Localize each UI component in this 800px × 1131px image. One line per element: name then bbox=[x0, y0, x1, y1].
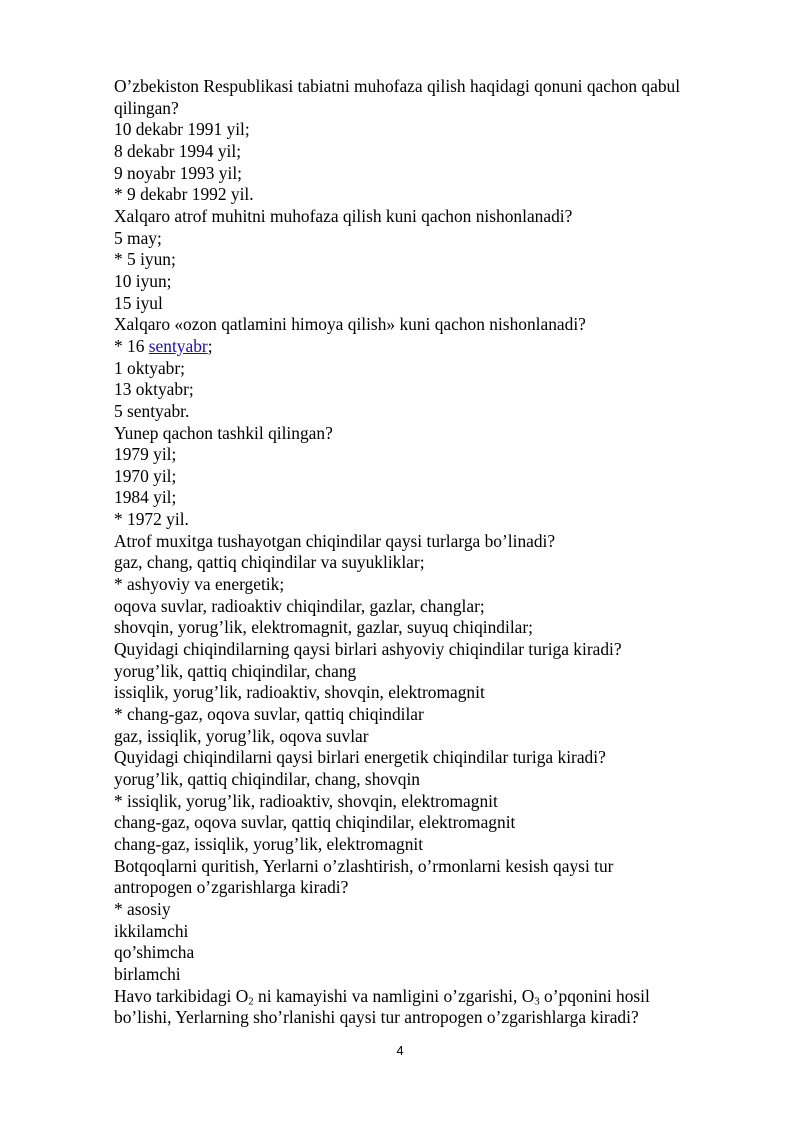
text-line: antropogen o’zgarishlarga kiradi? bbox=[114, 877, 349, 898]
text-line: Xalqaro «ozon qatlamini himoya qilish» kuni qachon nishonlanadi? bbox=[114, 314, 586, 335]
question-text: o’pqonini hosil bbox=[539, 985, 650, 1006]
text-line: * issiqlik, yorug’lik, radioaktiv, shovqin, elektromagnit bbox=[114, 790, 498, 811]
text-line: * ashyoviy va energetik; bbox=[114, 574, 285, 595]
answer-suffix: ; bbox=[207, 335, 213, 356]
text-line: 10 iyun; bbox=[114, 270, 172, 291]
text-line: * 5 iyun; bbox=[114, 249, 176, 270]
text-line: 13 oktyabr; bbox=[114, 379, 194, 400]
text-line: 5 may; bbox=[114, 227, 162, 248]
text-line: Atrof muxitga tushayotgan chiqindilar qaysi turlarga bo’linadi? bbox=[114, 530, 556, 551]
text-line: 10 dekabr 1991 yil; bbox=[114, 119, 250, 140]
text-line: birlamchi bbox=[114, 963, 181, 984]
text-line: ikkilamchi bbox=[114, 920, 189, 941]
text-line: gaz, issiqlik, yorug’lik, oqova suvlar bbox=[114, 725, 369, 746]
text-line: 8 dekabr 1994 yil; bbox=[114, 140, 242, 161]
text-line: issiqlik, yorug’lik, radioaktiv, shovqin, elektromagnit bbox=[114, 682, 485, 703]
text-line: Yunep qachon tashkil qilingan? bbox=[114, 422, 333, 443]
answer-prefix: * 16 bbox=[114, 335, 149, 356]
text-line: qilingan? bbox=[114, 97, 179, 118]
text-line: Quyidagi chiqindilarning qaysi birlari ashyoviy chiqindilar turiga kiradi? bbox=[114, 639, 622, 660]
question-text: Havo tarkibidagi O bbox=[114, 985, 249, 1006]
question-line: bo’lishi, Yerlarning sho’rlanishi qaysi tur antropogen o’zgarishlarga kiradi? bbox=[114, 1007, 639, 1028]
question-line bbox=[114, 986, 754, 1008]
text-line: Xalqaro atrof muhitni muhofaza qilish kuni qachon nishonlanadi? bbox=[114, 205, 573, 226]
document-body bbox=[114, 76, 754, 1029]
question-text: ni kamayishi va namligini o’zgarishi, O bbox=[253, 985, 535, 1006]
page-number: 4 bbox=[396, 1043, 404, 1058]
text-line: gaz, chang, qattiq chiqindilar va suyukliklar; bbox=[114, 552, 425, 573]
sentyabr-link[interactable]: sentyabr bbox=[148, 335, 208, 356]
text-line: 15 iyul bbox=[114, 292, 163, 313]
text-line: 1970 yil; bbox=[114, 465, 177, 486]
text-line: * 1972 yil. bbox=[114, 509, 189, 530]
subscript-3: 3 bbox=[534, 995, 540, 1008]
text-line: 1 oktyabr; bbox=[114, 357, 185, 378]
text-line: 1979 yil; bbox=[114, 444, 177, 465]
subscript-2: 2 bbox=[248, 995, 254, 1008]
text-line: * 9 dekabr 1992 yil. bbox=[114, 184, 254, 205]
answer-line bbox=[114, 336, 754, 358]
text-line: qo’shimcha bbox=[114, 942, 195, 963]
text-line: oqova suvlar, radioaktiv chiqindilar, gazlar, changlar; bbox=[114, 595, 485, 616]
text-line: * asosiy bbox=[114, 898, 171, 919]
text-line: yorug’lik, qattiq chiqindilar, chang bbox=[114, 660, 357, 681]
text-line: 1984 yil; bbox=[114, 487, 177, 508]
text-line: 5 sentyabr. bbox=[114, 400, 190, 421]
text-line: O’zbekiston Respublikasi tabiatni muhofaza qilish haqidagi qonuni qachon qabul bbox=[114, 76, 681, 96]
text-line: * chang-gaz, oqova suvlar, qattiq chiqindilar bbox=[114, 704, 424, 725]
text-line: Botqoqlarni quritish, Yerlarni o’zlashtirish, o’rmonlarni kesish qaysi tur bbox=[114, 855, 614, 876]
text-line: chang-gaz, issiqlik, yorug’lik, elektromagnit bbox=[114, 833, 424, 854]
text-line: 9 noyabr 1993 yil; bbox=[114, 162, 243, 183]
text-line: shovqin, yorug’lik, elektromagnit, gazlar, suyuq chiqindilar; bbox=[114, 617, 534, 638]
text-line: chang-gaz, oqova suvlar, qattiq chiqindilar, elektromagnit bbox=[114, 812, 516, 833]
text-line: Quyidagi chiqindilarni qaysi birlari energetik chiqindilar turiga kiradi? bbox=[114, 747, 606, 768]
text-line: yorug’lik, qattiq chiqindilar, chang, shovqin bbox=[114, 769, 420, 789]
